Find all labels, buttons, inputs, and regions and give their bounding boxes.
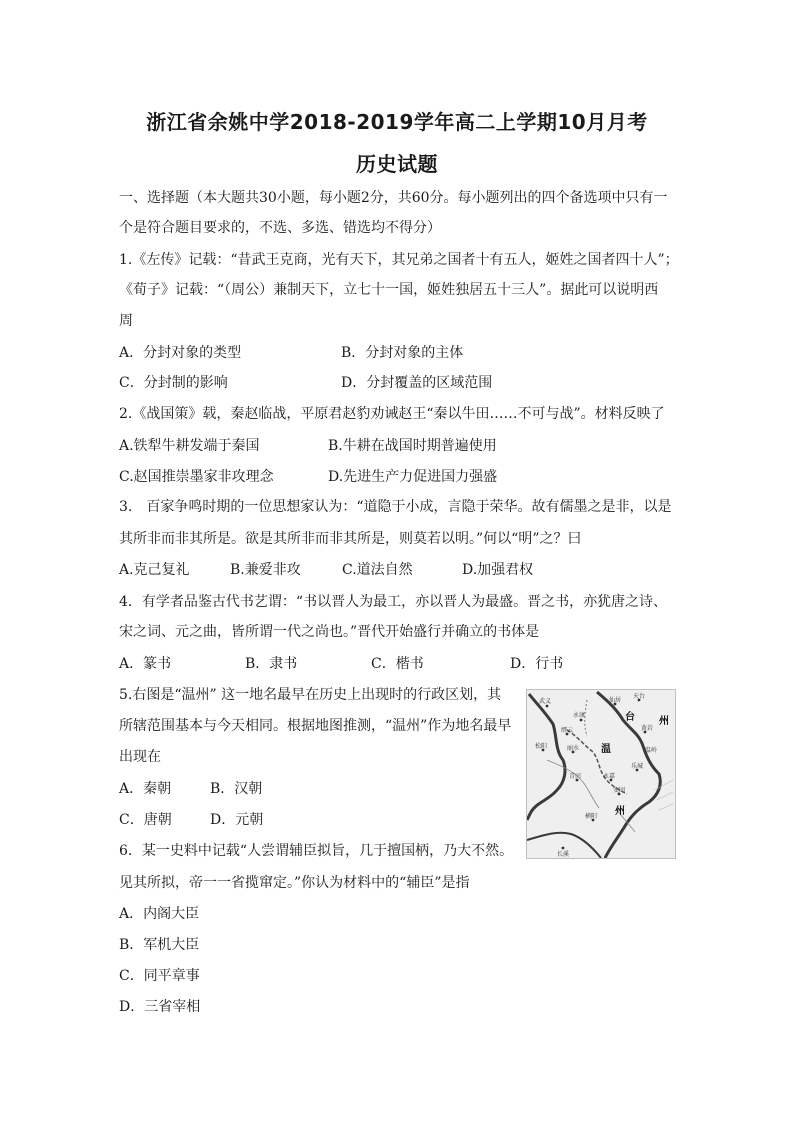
exam-subtitle: 历史试题 [356, 152, 438, 176]
question-1-option-a: A．分封对象的类型 [119, 345, 242, 361]
question-4-option-b: B．隶书 [245, 656, 298, 672]
map-label: 乐城 [631, 763, 644, 770]
map-label: 温岭 [645, 747, 658, 754]
question-6-stem: 6．某一史料中记载“人尝谓辅臣拟旨，几于擅国柄，乃大不然。 [119, 843, 514, 859]
question-5-stem: 5.右图是“温州” 这一地名最早在历史上出现时的行政区划，其 [119, 687, 502, 703]
map-label: 安固 [613, 787, 626, 794]
question-3-option-b: B.兼爱非攻 [230, 562, 301, 578]
exam-title: 浙江省余姚中学2018-2019学年高二上学期10月月考 [146, 110, 648, 134]
section-heading: 一、选择题（本大题共30小题，每小题2分，共60分。每小题列出的四个备选项中只有一 [119, 190, 668, 206]
section-heading-cont: 个是符合题目要求的，不选、多选、错选均不得分） [119, 220, 441, 236]
question-6-stem: 见其所拟，帝一一省揽窜定。”你认为材料中的“辅臣”是指 [119, 875, 470, 891]
question-2-option-c: C.赵国推崇墨家非攻理念 [119, 469, 274, 485]
question-6-option-d: D．三省宰相 [119, 999, 201, 1015]
wenzhou-map [526, 689, 676, 859]
map-label: 州 [615, 806, 625, 817]
map-label: 仙居 [609, 697, 622, 704]
map-label: 武义 [539, 698, 552, 705]
map-label: 州 [659, 716, 669, 727]
question-3-stem: 3. 百家争鸣时期的一位思想家认为：“道隐于小成，言隐于荣华。故有儒墨之是非，以是 [119, 499, 672, 515]
question-5-stem: 所辖范围基本与今天相同。根据地图推测，“温州”作为地名最早 [119, 718, 512, 734]
question-6-option-c: C．同平章事 [119, 968, 200, 984]
question-5-option-c: C．唐朝 [119, 812, 172, 828]
question-3-option-c: C.道法自然 [342, 562, 413, 578]
question-6-option-b: B．军机大臣 [119, 937, 200, 953]
question-3-option-a: A.克己复礼 [119, 562, 190, 578]
wenzhou-map-svg [527, 690, 675, 858]
question-3-stem: 其所非而非其所是。欲是其所非而非其所是，则莫若以明。”何以“明”之？曰 [119, 531, 582, 547]
question-1-option-b: B．分封对象的主体 [341, 345, 464, 361]
question-1-option-d: D．分封覆盖的区域范围 [341, 375, 493, 391]
question-5-stem: 出现在 [119, 749, 161, 765]
map-label: 黄岩 [641, 725, 654, 732]
question-1-stem: 周 [119, 313, 133, 329]
question-4-option-a: A．篆书 [119, 656, 172, 672]
question-2-option-d: D.先进生产力促进国力强盛 [328, 469, 498, 485]
question-5-option-d: D．元朝 [210, 812, 264, 828]
question-4-stem: 宋之词、元之曲，皆所谓一代之尚也。”晋代开始盛行并确立的书体是 [119, 624, 540, 640]
question-2-option-b: B.牛耕在战国时期普遍使用 [328, 438, 497, 454]
map-label: 缙云 [561, 727, 574, 734]
map-label: 长溪 [557, 851, 570, 858]
question-2-option-a: A.铁犁牛耕发端于秦国 [119, 438, 260, 454]
question-1-stem: 《荀子》记载：“（周公）兼制天下，立七十一国，姬姓独居五十三人”。据此可以说明西 [119, 282, 659, 298]
map-label: 温 [601, 744, 611, 755]
map-label: 永嘉 [603, 773, 616, 780]
question-5-option-b: B．汉朝 [210, 781, 263, 797]
question-1-stem: 1.《左传》记载：“昔武王克商，光有天下，其兄弟之国者十有五人，姬姓之国者四十人”； [119, 252, 679, 268]
map-label: 青田 [569, 773, 582, 780]
question-2-stem: 2.《战国策》载，秦赵临战，平原君赵豹劝诫赵王“秦以牛田……不可与战”。材料反映了 [119, 406, 665, 422]
question-3-option-d: D.加强君权 [462, 562, 534, 578]
map-label: 松阳 [535, 743, 548, 750]
map-label: 丽水 [567, 745, 580, 752]
question-5-option-a: A．秦朝 [119, 781, 172, 797]
map-label: 永康 [573, 712, 586, 719]
map-label: 天台 [633, 693, 646, 700]
question-4-option-c: C．楷书 [371, 656, 424, 672]
map-label: 横阳 [585, 813, 598, 820]
question-4-stem: 4．有学者品鉴古代书艺谓：“书以晋人为最工，亦以晋人为最盛。晋之书，亦犹唐之诗、 [119, 594, 668, 610]
map-label: 台 [625, 712, 635, 723]
question-4-option-d: D．行书 [510, 656, 564, 672]
question-1-option-c: C．分封制的影响 [119, 375, 228, 391]
question-6-option-a: A．内阁大臣 [119, 906, 200, 922]
